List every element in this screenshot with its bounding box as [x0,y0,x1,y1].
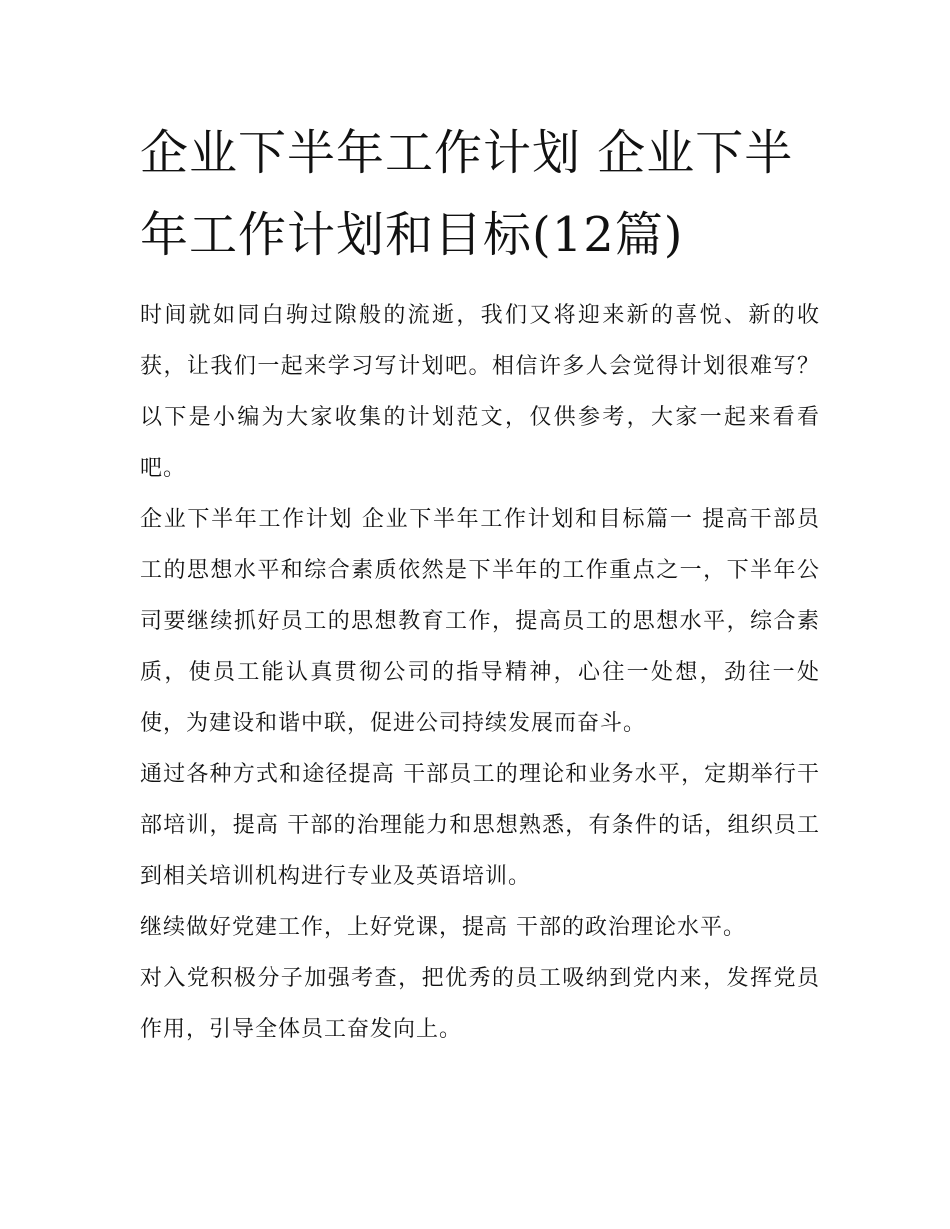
document-body [140,290,820,1055]
paragraph-intro: 时间就如同白驹过隙般的流逝，我们又将迎来新的喜悦、新的收获，让我们一起来学习写计划吧。相信许多人会觉得计划很难写？以下是小编为大家收集的计划范文，仅供参考，大家一起来看看吧。 [140,303,820,481]
paragraph-party-building: 继续做好党建工作，上好党课，提高 干部的政治理论水平。 [140,915,746,940]
paragraph-training: 通过各种方式和途径提高 干部员工的理论和业务水平，定期举行干部培训，提高 干部的治理能力和思想熟悉，有条件的话，组织员工到相关培训机构进行专业及英语培训。 [140,762,820,889]
document-title: 企业下半年工作计划 企业下半年工作计划和目标(12篇) [140,125,794,263]
paragraph-section-one: 企业下半年工作计划 企业下半年工作计划和目标篇一 提高干部员工的思想水平和综合素质依然是下半年的工作重点之一，下半年公司要继续抓好员工的思想教育工作，提高员工的思想水平，综合素质，使员工能认真贯彻公司的指导精神，心往一处想，劲往一处使，为建设和谐中联，促进公司持续发展而奋斗。 [140,507,820,736]
paragraph-party-members: 对入党积极分子加强考查，把优秀的员工吸纳到党内来，发挥党员作用，引导全体员工奋发向上。 [140,966,820,1042]
document-page [140,112,820,1055]
